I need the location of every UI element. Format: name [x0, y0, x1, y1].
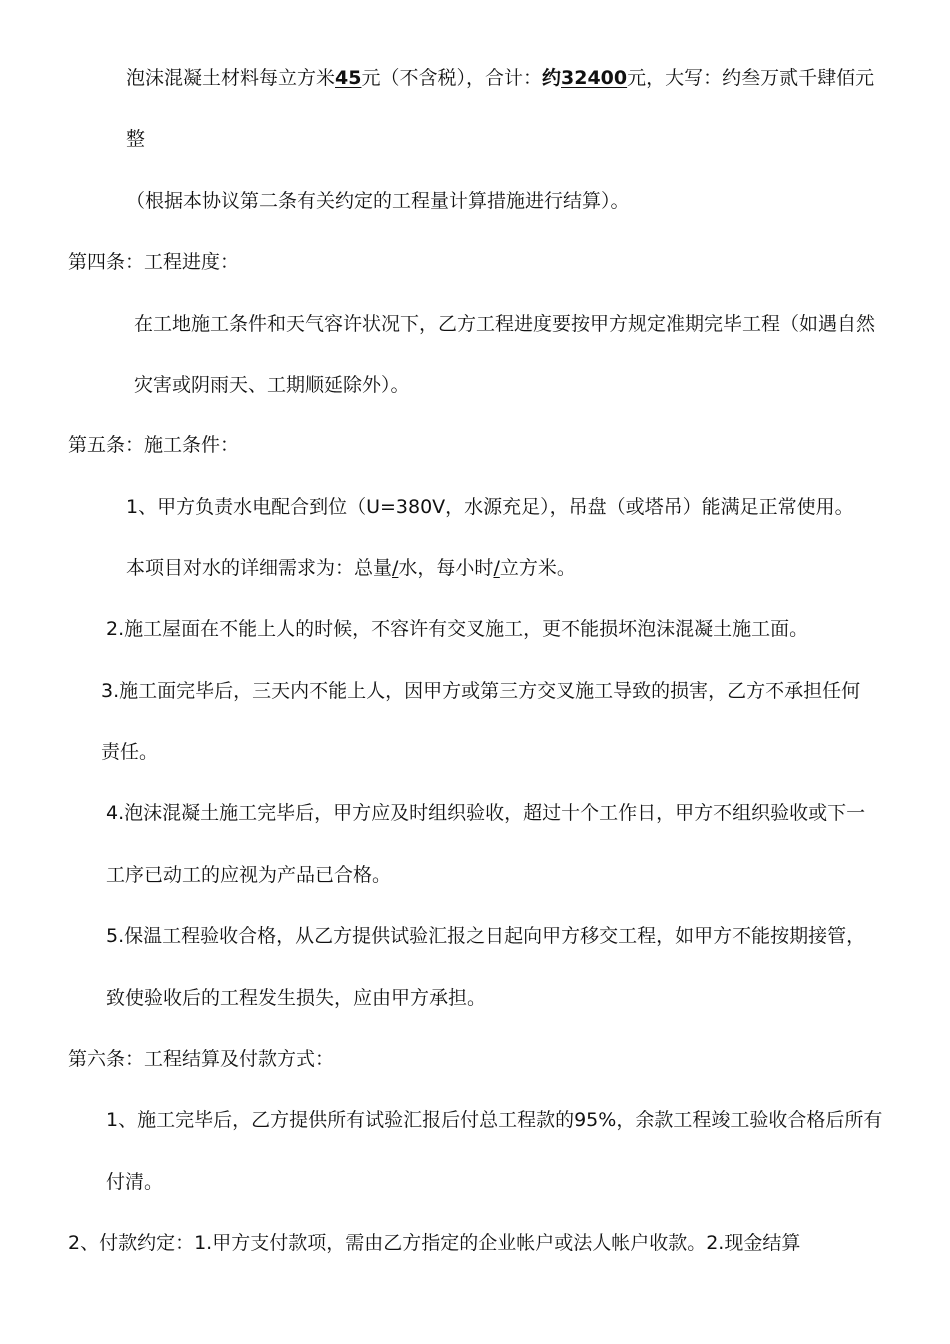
price-continuation: 整: [126, 128, 146, 150]
article-6-item-1-line-2: 付清。: [106, 1171, 164, 1193]
article-5-item-4-line-1: 4.泡沫混凝土施工完毕后，甲方应及时组织验收，超过十个工作日，甲方不组织验收或下一: [106, 802, 866, 824]
total-amount: 32400: [561, 67, 628, 89]
article-4-title: 第四条：工程进度：: [68, 251, 240, 273]
article-6-item-1-line-1: 1、施工完毕后，乙方提供所有试验汇报后付总工程款的95%，余款工程竣工验收合格后所有: [106, 1109, 883, 1131]
article-5-item-4-line-2: 工序已动工的应视为产品已合格。: [106, 864, 392, 886]
water-demand-line: [126, 556, 576, 580]
water-prefix: 本项目对水的详细需求为：总量: [126, 557, 393, 579]
price-mid: 元（不含税），合计：: [361, 67, 542, 89]
water-mid: 水，每小时: [398, 557, 494, 579]
article-6-title: 第六条：工程结算及付款方式：: [68, 1048, 335, 1070]
article-5-item-5-line-1: 5.保温工程验收合格，从乙方提供试验汇报之日起向甲方移交工程，如甲方不能按期接管，: [106, 925, 866, 947]
approx-word: 约: [541, 67, 561, 89]
water-total-blank: /: [392, 557, 399, 579]
article-5-title: 第五条：施工条件：: [68, 434, 240, 456]
article-5-item-3-line-2: 责任。: [101, 741, 159, 763]
article-5-item-5-line-2: 致使验收后的工程发生损失，应由甲方承担。: [106, 987, 487, 1009]
water-suffix: 立方米。: [499, 557, 576, 579]
water-hourly-blank: /: [493, 557, 500, 579]
unit-price: 45: [335, 67, 362, 89]
calc-note: （根据本协议第二条有关约定的工程量计算措施进行结算）。: [126, 190, 630, 212]
article-4-body-line-2: 灾害或阴雨天、工期顺延除外）。: [134, 374, 410, 396]
article-5-item-3-line-1: 3.施工面完毕后，三天内不能上人，因甲方或第三方交叉施工导致的损害，乙方不承担任何: [101, 680, 861, 702]
article-4-body-line-1: 在工地施工条件和天气容许状况下，乙方工程进度要按甲方规定准期完毕工程（如遇自然: [134, 313, 876, 335]
price-suffix: 元，大写：约叁万贰千肆佰元: [627, 67, 875, 89]
article-6-item-2: 2、付款约定：1.甲方支付款项，需由乙方指定的企业帐户或法人帐户收款。2.现金结算: [68, 1232, 801, 1254]
article-5-item-1: 1、甲方负责水电配合到位（U=380V，水源充足），吊盘（或塔吊）能满足正常使用。: [126, 496, 854, 518]
price-prefix: 泡沫混凝土材料每立方米: [126, 67, 336, 89]
price-line: [126, 66, 874, 90]
article-5-item-2: 2.施工屋面在不能上人的时候，不容许有交叉施工，更不能损坏泡沫混凝土施工面。: [106, 618, 809, 640]
